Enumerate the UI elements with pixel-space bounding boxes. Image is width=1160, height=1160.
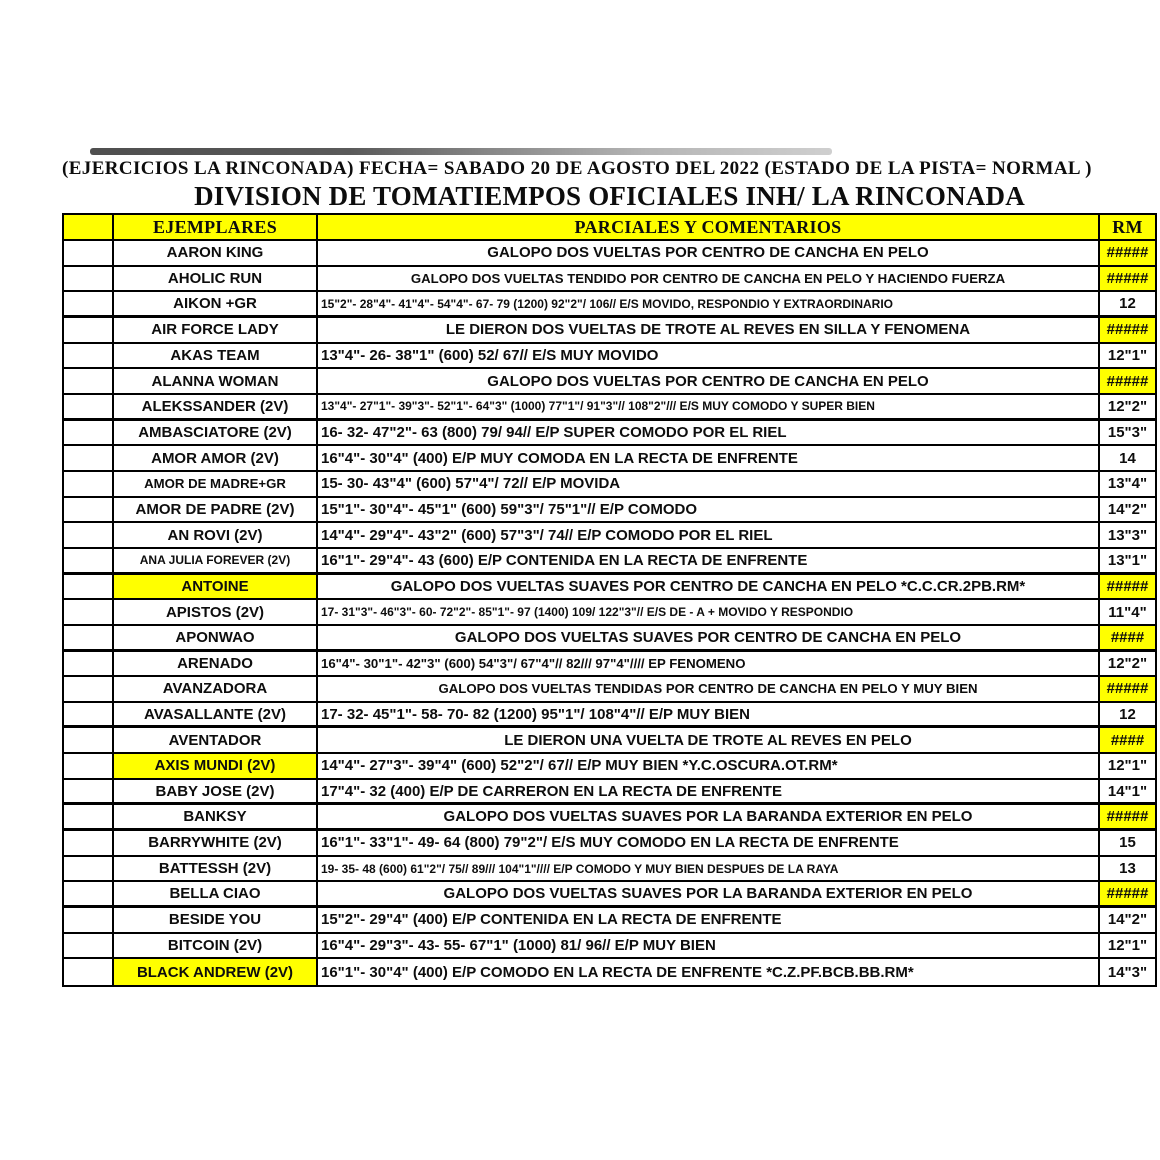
parciales-cell: 15"2"- 29"4" (400) E/P CONTENIDA EN LA RECTA DE ENFRENTE [318, 908, 1100, 932]
parciales-cell: 16"1"- 30"4" (400) E/P COMODO EN LA RECTA DE ENFRENTE *C.Z.PF.BCB.BB.RM* [318, 959, 1100, 985]
table-row [64, 549, 1155, 575]
parciales-cell: GALOPO DOS VUELTAS SUAVES POR LA BARANDA EXTERIOR EN PELO [318, 882, 1100, 905]
header-index-cell [64, 215, 114, 239]
horse-name-cell: AHOLIC RUN [114, 267, 318, 291]
index-cell [64, 882, 114, 905]
parciales-cell: 14"4"- 27"3"- 39"4" (600) 52"2"/ 67// E/P MUY BIEN *Y.C.OSCURA.OT.RM* [318, 754, 1100, 778]
rm-cell: ##### [1100, 677, 1155, 701]
horse-name-cell: AVANZADORA [114, 677, 318, 701]
horse-name-cell: ANTOINE [114, 575, 318, 599]
rm-cell: 11"4" [1108, 603, 1147, 621]
table-row [64, 344, 1155, 370]
horse-name-cell: BELLA CIAO [114, 882, 318, 905]
parciales-cell: GALOPO DOS VUELTAS TENDIDO POR CENTRO DE CANCHA EN PELO Y HACIENDO FUERZA [318, 267, 1100, 291]
table-row [64, 292, 1155, 318]
horse-name-cell: BLACK ANDREW (2V) [114, 959, 318, 985]
tomatiempos-table [62, 213, 1157, 987]
table-row [64, 857, 1155, 883]
parciales-cell: 16- 32- 47"2"- 63 (800) 79/ 94// E/P SUPER COMODO POR EL RIEL [318, 421, 1100, 445]
index-cell [64, 395, 114, 418]
parciales-cell: GALOPO DOS VUELTAS POR CENTRO DE CANCHA EN PELO [318, 369, 1100, 393]
table-row [64, 959, 1155, 985]
parciales-cell: GALOPO DOS VUELTAS SUAVES POR LA BARANDA EXTERIOR EN PELO [318, 805, 1100, 828]
horse-name-cell: AMBASCIATORE (2V) [114, 421, 318, 445]
horse-name-cell: BESIDE YOU [114, 908, 318, 932]
index-cell [64, 831, 114, 855]
table-row [64, 908, 1155, 934]
index-cell [64, 805, 114, 828]
index-cell [64, 421, 114, 445]
index-cell [64, 267, 114, 291]
parciales-cell: GALOPO DOS VUELTAS TENDIDAS POR CENTRO DE CANCHA EN PELO Y MUY BIEN [318, 677, 1100, 701]
index-cell [64, 626, 114, 649]
parciales-cell: 16"4"- 29"3"- 43- 55- 67"1" (1000) 81/ 96// E/P MUY BIEN [318, 934, 1100, 958]
rm-cell: #### [1100, 728, 1155, 752]
parciales-cell: 14"4"- 29"4"- 43"2" (600) 57"3"/ 74// E/P COMODO POR EL RIEL [318, 523, 1100, 547]
rm-cell: 12"1" [1107, 937, 1148, 955]
header-ejemplares: EJEMPLARES [114, 215, 318, 239]
parciales-cell: 19- 35- 48 (600) 61"2"/ 75// 89/// 104"1"//// E/P COMODO Y MUY BIEN DESPUES DE LA RAYA [318, 857, 1100, 881]
table-row [64, 805, 1155, 831]
table-body [64, 241, 1155, 985]
parciales-cell: 16"4"- 30"1"- 42"3" (600) 54"3"/ 67"4"// 82/// 97"4"//// EP FENOMENO [318, 652, 1100, 676]
index-cell [64, 857, 114, 881]
rm-cell: 13 [1119, 860, 1136, 878]
index-cell [64, 549, 114, 572]
rm-cell: ##### [1100, 882, 1155, 905]
table-row [64, 318, 1155, 344]
horse-name-cell: AXIS MUNDI (2V) [114, 754, 318, 778]
rm-cell: 14 [1119, 449, 1136, 467]
index-cell [64, 241, 114, 265]
rm-cell: ##### [1100, 369, 1155, 393]
index-cell [64, 318, 114, 342]
parciales-cell: 13"4"- 26- 38"1" (600) 52/ 67// E/S MUY MOVIDO [318, 344, 1100, 368]
parciales-cell: 15- 30- 43"4" (600) 57"4"/ 72// E/P MOVIDA [318, 472, 1100, 496]
rm-cell: 14"3" [1107, 963, 1148, 981]
rm-cell: ##### [1100, 318, 1155, 342]
table-header-row [64, 215, 1155, 241]
horse-name-cell: AKAS TEAM [114, 344, 318, 368]
index-cell [64, 575, 114, 599]
horse-name-cell: ALEKSSANDER (2V) [114, 395, 318, 418]
table-row [64, 780, 1155, 806]
table-row [64, 882, 1155, 908]
table-row [64, 523, 1155, 549]
horse-name-cell: APONWAO [114, 626, 318, 649]
rm-cell: 12"1" [1107, 346, 1148, 364]
table-row [64, 728, 1155, 754]
horse-name-cell: AVASALLANTE (2V) [114, 703, 318, 726]
parciales-cell: 17- 32- 45"1"- 58- 70- 82 (1200) 95"1"/ 108"4"// E/P MUY BIEN [318, 703, 1100, 726]
table-row [64, 575, 1155, 601]
table-row [64, 472, 1155, 498]
rm-cell: 14"1" [1107, 782, 1148, 800]
rm-cell: #### [1100, 626, 1155, 649]
table-row [64, 241, 1155, 267]
table-row [64, 369, 1155, 395]
parciales-cell: 17"4"- 32 (400) E/P DE CARRERON EN LA RECTA DE ENFRENTE [318, 780, 1100, 803]
rm-cell: ##### [1100, 575, 1155, 599]
parciales-cell: LE DIERON UNA VUELTA DE TROTE AL REVES EN PELO [318, 728, 1100, 752]
horse-name-cell: ANA JULIA FOREVER (2V) [114, 549, 318, 572]
table-row [64, 652, 1155, 678]
scan-artifact-bar [90, 148, 832, 155]
table-row [64, 267, 1155, 293]
rm-cell: 13"1" [1107, 551, 1148, 569]
rm-cell: 12 [1119, 295, 1136, 313]
horse-name-cell: AMOR DE MADRE+GR [114, 472, 318, 496]
rm-cell: 12"2" [1107, 654, 1148, 672]
horse-name-cell: AARON KING [114, 241, 318, 265]
index-cell [64, 292, 114, 315]
table-row [64, 754, 1155, 780]
horse-name-cell: AIKON +GR [114, 292, 318, 315]
parciales-cell: LE DIERON DOS VUELTAS DE TROTE AL REVES EN SILLA Y FENOMENA [318, 318, 1100, 342]
meta-line: (EJERCICIOS LA RINCONADA) FECHA= SABADO 20 DE AGOSTO DEL 2022 (ESTADO DE LA PISTA= NORMAL ) [62, 158, 1092, 179]
parciales-cell: 15"1"- 30"4"- 45"1" (600) 59"3"/ 75"1"// E/P COMODO [318, 498, 1100, 522]
rm-cell: 14"2" [1107, 911, 1148, 929]
index-cell [64, 369, 114, 393]
rm-cell: 13"4" [1107, 475, 1148, 493]
rm-cell: ##### [1100, 267, 1155, 291]
parciales-cell: GALOPO DOS VUELTAS SUAVES POR CENTRO DE CANCHA EN PELO [318, 626, 1100, 649]
page-title: DIVISION DE TOMATIEMPOS OFICIALES INH/ LA RINCONADA [194, 181, 1025, 211]
table-row [64, 421, 1155, 447]
horse-name-cell: ARENADO [114, 652, 318, 676]
table-row [64, 703, 1155, 729]
table-row [64, 498, 1155, 524]
horse-name-cell: BARRYWHITE (2V) [114, 831, 318, 855]
rm-cell: 12 [1119, 705, 1136, 723]
index-cell [64, 498, 114, 522]
horse-name-cell: BANKSY [114, 805, 318, 828]
horse-name-cell: APISTOS (2V) [114, 600, 318, 624]
header-rm: RM [1112, 217, 1143, 237]
rm-cell: ##### [1100, 241, 1155, 265]
index-cell [64, 677, 114, 701]
horse-name-cell: AMOR DE PADRE (2V) [114, 498, 318, 522]
table-row [64, 600, 1155, 626]
index-cell [64, 934, 114, 958]
header-parciales: PARCIALES Y COMENTARIOS [318, 215, 1100, 239]
horse-name-cell: BATTESSH (2V) [114, 857, 318, 881]
table-row [64, 677, 1155, 703]
horse-name-cell: ALANNA WOMAN [114, 369, 318, 393]
table-row [64, 626, 1155, 652]
index-cell [64, 703, 114, 726]
rm-cell: 12"1" [1107, 757, 1148, 775]
horse-name-cell: AVENTADOR [114, 728, 318, 752]
parciales-cell: 15"2"- 28"4"- 41"4"- 54"4"- 67- 79 (1200) 92"2"/ 106// E/S MOVIDO, RESPONDIO Y EXTRAORDINARIO [318, 292, 1100, 315]
index-cell [64, 472, 114, 496]
parciales-cell: 17- 31"3"- 46"3"- 60- 72"2"- 85"1"- 97 (1400) 109/ 122"3"// E/S DE - A + MOVIDO Y RESPONDIO [318, 600, 1100, 624]
index-cell [64, 652, 114, 676]
parciales-cell: 16"1"- 29"4"- 43 (600) E/P CONTENIDA EN LA RECTA DE ENFRENTE [318, 549, 1100, 572]
horse-name-cell: AIR FORCE LADY [114, 318, 318, 342]
table-row [64, 446, 1155, 472]
rm-cell: 12"2" [1107, 397, 1148, 415]
index-cell [64, 600, 114, 624]
rm-cell: ##### [1100, 805, 1155, 828]
horse-name-cell: AN ROVI (2V) [114, 523, 318, 547]
parciales-cell: 16"4"- 30"4" (400) E/P MUY COMODA EN LA RECTA DE ENFRENTE [318, 446, 1100, 470]
index-cell [64, 908, 114, 932]
parciales-cell: 16"1"- 33"1"- 49- 64 (800) 79"2"/ E/S MUY COMODO EN LA RECTA DE ENFRENTE [318, 831, 1100, 855]
parciales-cell: GALOPO DOS VUELTAS SUAVES POR CENTRO DE CANCHA EN PELO *C.C.CR.2PB.RM* [318, 575, 1100, 599]
horse-name-cell: AMOR AMOR (2V) [114, 446, 318, 470]
index-cell [64, 344, 114, 368]
horse-name-cell: BABY JOSE (2V) [114, 780, 318, 803]
rm-cell: 15 [1119, 834, 1136, 852]
index-cell [64, 446, 114, 470]
table-row [64, 831, 1155, 857]
index-cell [64, 728, 114, 752]
rm-cell: 13"3" [1107, 526, 1148, 544]
table-row [64, 395, 1155, 421]
index-cell [64, 523, 114, 547]
index-cell [64, 780, 114, 803]
index-cell [64, 754, 114, 778]
index-cell [64, 959, 114, 985]
parciales-cell: 13"4"- 27"1"- 39"3"- 52"1"- 64"3" (1000) 77"1"/ 91"3"// 108"2"/// E/S MUY COMODO Y SUPER BIEN [318, 395, 1100, 418]
rm-cell: 15"3" [1107, 423, 1148, 441]
rm-cell: 14"2" [1107, 500, 1148, 518]
parciales-cell: GALOPO DOS VUELTAS POR CENTRO DE CANCHA EN PELO [318, 241, 1100, 265]
horse-name-cell: BITCOIN (2V) [114, 934, 318, 958]
table-row [64, 934, 1155, 960]
